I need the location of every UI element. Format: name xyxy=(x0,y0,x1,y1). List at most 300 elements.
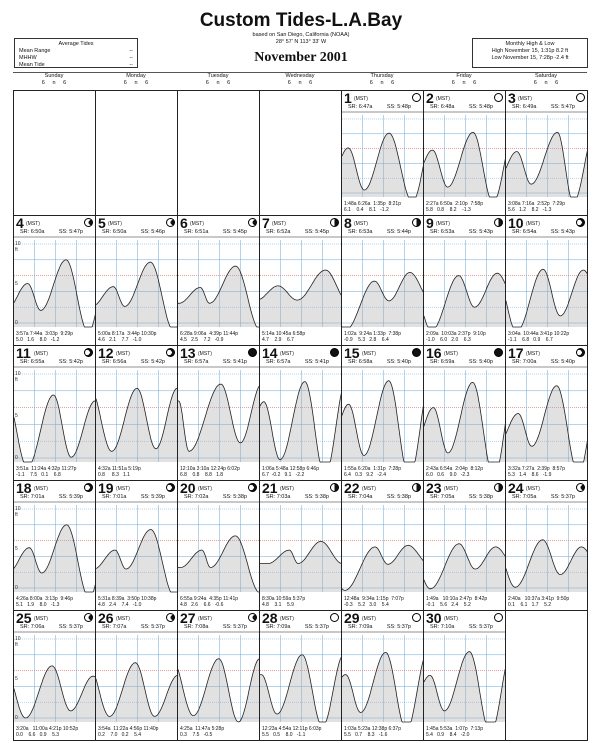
moon-phase-icon xyxy=(412,218,421,227)
tide-heights: -1.1 6.8 0.9 6.7 xyxy=(508,337,553,343)
tide-graph xyxy=(342,611,424,741)
tide-table xyxy=(344,466,421,478)
day-cell-15[interactable] xyxy=(341,345,424,481)
sunset-time: SS: 5:40p xyxy=(468,359,493,365)
hour-ticks: 6 n 6 xyxy=(205,80,231,86)
day-cell-1[interactable] xyxy=(341,90,424,216)
day-cell-22[interactable] xyxy=(341,480,424,611)
tide-area xyxy=(260,655,342,722)
tide-graph xyxy=(96,346,178,481)
tide-heights: -0.9 5.3 2.8 6.4 xyxy=(344,337,389,343)
tide-table xyxy=(508,466,585,478)
day-number: 15 xyxy=(344,345,360,361)
day-cell-23[interactable] xyxy=(423,480,506,611)
tide-graph xyxy=(506,346,588,481)
day-number: 28 xyxy=(262,610,278,626)
page-title: Custom Tides-L.A.Bay xyxy=(199,10,403,31)
tide-times: 5:00a 8:17a 3:44p 10:30p xyxy=(98,331,157,337)
day-cell-8[interactable] xyxy=(341,215,424,346)
tide-times: 2:09a 10:03a 2:37p 9:10p xyxy=(426,331,486,337)
tide-heights: 4.8 2.4 7.4 -1.0 xyxy=(98,602,142,608)
hour-ticks: 6 n 6 xyxy=(533,80,559,86)
axis-label-mid: 5 xyxy=(15,280,18,287)
sunrise-time: SR: 7:04a xyxy=(348,494,373,500)
moon-phase-icon xyxy=(166,483,175,492)
tide-table xyxy=(16,466,93,478)
sunset-time: SS: 5:37p xyxy=(468,624,493,630)
sunset-time: SS: 5:38p xyxy=(468,494,493,500)
tide-area xyxy=(96,663,178,722)
day-number: 30 xyxy=(426,610,442,626)
timezone-label: (MST) xyxy=(34,486,48,492)
timezone-label: (MST) xyxy=(34,616,48,622)
timezone-label: (MST) xyxy=(116,351,130,357)
day-cell-7[interactable] xyxy=(259,215,342,346)
timezone-label: (MST) xyxy=(198,486,212,492)
day-cell-18[interactable] xyxy=(13,480,96,611)
tide-heights: 4.6 2.1 7.7 -1.0 xyxy=(98,337,142,343)
tide-graph xyxy=(14,611,96,741)
sunrise-time: SR: 6:57a xyxy=(266,359,291,365)
moon-phase-icon xyxy=(494,93,503,102)
tide-table xyxy=(344,596,421,608)
tide-times: 1:45a 5:53a 1:07p 7:13p xyxy=(426,726,483,732)
tide-table xyxy=(180,596,257,608)
day-cell-28[interactable] xyxy=(259,610,342,741)
day-cell-20[interactable] xyxy=(177,480,260,611)
timezone-label: (MST) xyxy=(362,351,376,357)
monthly-high: High November 15, 1:31p 8.2 ft xyxy=(491,48,569,54)
hour-ticks: 6 n 6 xyxy=(41,80,67,86)
sunrise-time: SR: 7:07a xyxy=(102,624,127,630)
tide-heights: 5.0 1.6 8.0 -1.2 xyxy=(16,337,60,343)
timezone-label: (MST) xyxy=(444,351,458,357)
sunset-time: SS: 5:37p xyxy=(550,494,575,500)
timezone-label: (MST) xyxy=(526,486,540,492)
day-cell-27[interactable] xyxy=(177,610,260,741)
tide-area xyxy=(96,530,178,593)
tide-heights: 6.7 -0.2 9.1 -2.2 xyxy=(262,472,305,478)
tide-heights: 0.2 7.0 0.2 5.4 xyxy=(98,732,142,738)
sunset-time: SS: 5:43p xyxy=(550,229,575,235)
day-cell-29[interactable] xyxy=(341,610,424,741)
day-cell-4[interactable] xyxy=(13,215,96,346)
sunrise-time: SR: 6:49a xyxy=(512,104,537,110)
timezone-label: (MST) xyxy=(116,486,130,492)
sunrise-time: SR: 6:53a xyxy=(430,229,455,235)
day-cell-16[interactable] xyxy=(423,345,506,481)
weekday-name: Saturday xyxy=(534,73,557,79)
timezone-label: (MST) xyxy=(280,616,294,622)
sunrise-time: SR: 7:06a xyxy=(20,624,45,630)
day-number: 12 xyxy=(98,345,114,361)
day-number: 29 xyxy=(344,610,360,626)
axis-label-zero: 0 xyxy=(15,715,18,721)
tide-heights: 5.1 1.9 8.0 -1.3 xyxy=(16,602,60,608)
day-number: 21 xyxy=(262,480,278,496)
axis-label-top: 10 xyxy=(15,241,21,247)
day-number: 5 xyxy=(98,215,106,231)
sunrise-time: SR: 6:47a xyxy=(348,104,373,110)
sunrise-time: SR: 6:50a xyxy=(20,229,45,235)
day-number: 23 xyxy=(426,480,442,496)
sunset-time: SS: 5:37p xyxy=(58,624,83,630)
tide-times: 1:03a 5:23a 12:38p 6:37p xyxy=(344,726,401,732)
day-cell-3[interactable] xyxy=(505,90,588,216)
timezone-label: (MST) xyxy=(526,221,540,227)
timezone-label: (MST) xyxy=(26,221,40,227)
sunset-time: SS: 5:38p xyxy=(222,494,247,500)
tide-area xyxy=(14,525,96,592)
timezone-label: (MST) xyxy=(272,221,286,227)
tide-times: 8:30a 10:59a 5:37p xyxy=(262,596,306,602)
moon-phase-icon xyxy=(248,483,257,492)
day-cell-11[interactable] xyxy=(13,345,96,481)
timezone-label: (MST) xyxy=(198,616,212,622)
timezone-label: (MST) xyxy=(362,616,376,622)
tide-heights: 6.8 0.8 8.8 1.8 xyxy=(180,472,224,478)
sunset-time: SS: 5:40p xyxy=(550,359,575,365)
monthly-low: Low November 15, 7:28p -2.4 ft xyxy=(491,55,569,61)
day-number: 2 xyxy=(426,90,434,106)
sunrise-time: SR: 6:56a xyxy=(102,359,127,365)
day-cell-26[interactable] xyxy=(95,610,178,741)
timezone-label: (MST) xyxy=(362,486,376,492)
tide-table xyxy=(98,466,175,478)
tide-times: 1:02a 9:24a 1:33p 7:38p xyxy=(344,331,401,337)
tide-area xyxy=(96,388,178,462)
moon-phase-icon xyxy=(248,218,257,227)
tide-times: 5:31a 8:39a 3:50p 10:38p xyxy=(98,596,157,602)
sunrise-time: SR: 6:55a xyxy=(20,359,45,365)
sunrise-time: SR: 6:50a xyxy=(102,229,127,235)
sunset-time: SS: 5:48p xyxy=(386,104,411,110)
sunset-time: SS: 5:44p xyxy=(386,229,411,235)
moon-phase-icon xyxy=(576,218,585,227)
tide-area xyxy=(424,273,506,327)
tide-heights: 5.5 0.5 8.0 -1.1 xyxy=(262,732,306,738)
moon-phase-icon xyxy=(494,218,503,227)
tide-heights: 6.0 0.6 9.0 -2.3 xyxy=(426,472,470,478)
sunrise-time: SR: 7:05a xyxy=(430,494,455,500)
sunrise-time: SR: 7:08a xyxy=(184,624,209,630)
weekday-name: Friday xyxy=(456,73,472,79)
tide-heights: 4.8 3.1 5.9 xyxy=(262,602,294,608)
tide-graph xyxy=(506,216,588,346)
day-cell-19[interactable] xyxy=(95,480,178,611)
sunset-time: SS: 5:37p xyxy=(386,624,411,630)
tide-heights: 5.5 0.7 8.3 -1.6 xyxy=(344,732,388,738)
empty-day-cell xyxy=(259,90,342,216)
sunset-time: SS: 5:45p xyxy=(304,229,329,235)
tide-table xyxy=(426,596,503,608)
timezone-label: (MST) xyxy=(190,221,204,227)
tide-heights: -0.1 5.6 2.4 5.2 xyxy=(426,602,471,608)
average-tides-box xyxy=(14,38,138,68)
tide-table xyxy=(508,201,585,213)
sunrise-time: SR: 6:53a xyxy=(348,229,373,235)
moon-phase-icon xyxy=(412,613,421,622)
tide-graph xyxy=(424,216,506,346)
tide-heights: 4.7 2.9 6.7 xyxy=(262,337,294,343)
weekday-name: Thursday xyxy=(370,73,394,79)
tide-table xyxy=(180,726,257,738)
tide-times: 3:57a 7:44a 3:03p 9:29p xyxy=(16,331,73,337)
tide-times: 4:25a 11:47a 5:28p xyxy=(180,726,225,732)
day-number: 17 xyxy=(508,345,524,361)
timezone-label: (MST) xyxy=(116,616,130,622)
axis-label-top: 10 xyxy=(15,636,21,642)
day-number: 20 xyxy=(180,480,196,496)
sunset-time: SS: 5:46p xyxy=(140,229,165,235)
tide-table xyxy=(262,596,339,608)
tide-graph xyxy=(424,481,506,611)
sunset-time: SS: 5:45p xyxy=(222,229,247,235)
sunset-time: SS: 5:48p xyxy=(468,104,493,110)
moon-phase-icon xyxy=(412,483,421,492)
tide-area xyxy=(506,269,588,327)
hour-ticks: 6 n 6 xyxy=(123,80,149,86)
tide-area xyxy=(260,382,342,462)
tide-area xyxy=(96,262,178,327)
day-number: 16 xyxy=(426,345,442,361)
tide-table xyxy=(98,596,175,608)
tide-times: 3:08a 7:16a 2:52p 7:29p xyxy=(508,201,565,207)
tide-times: 3:32a 7:27a 2:39p 8:57p xyxy=(508,466,565,472)
day-cell-10[interactable] xyxy=(505,215,588,346)
tide-area xyxy=(506,386,588,462)
empty-day-cell xyxy=(13,90,96,216)
tide-area xyxy=(424,382,506,462)
weekday-name: Wednesday xyxy=(285,73,315,79)
tide-area xyxy=(342,133,424,197)
tide-times: 3:20a 11:00a 4:21p 10:52p xyxy=(16,726,79,732)
axis-label-top: 10 xyxy=(15,506,21,512)
weekday-name: Monday xyxy=(126,73,146,79)
tide-table xyxy=(16,726,93,738)
tide-times: 4:32a 11:51a 5:19p xyxy=(98,466,141,472)
timezone-label: (MST) xyxy=(518,96,532,102)
tide-table xyxy=(180,466,257,478)
axis-label-zero: 0 xyxy=(15,585,18,591)
tide-table xyxy=(262,331,339,343)
day-cell-2[interactable] xyxy=(423,90,506,216)
moon-phase-icon xyxy=(166,348,175,357)
moon-phase-icon xyxy=(576,348,585,357)
axis-unit: ft xyxy=(15,512,18,518)
sunrise-time: SR: 7:02a xyxy=(184,494,209,500)
tide-times: 1:55a 6:20a 1:31p 7:28p xyxy=(344,466,401,472)
tide-heights: 6.1 0.4 8.1 -1.2 xyxy=(344,207,389,213)
tide-graph xyxy=(424,346,506,481)
tide-graph xyxy=(96,481,178,611)
weekday-name: Sunday xyxy=(44,73,64,79)
tide-times: 6:28a 9:06a 4:39p 11:44p xyxy=(180,331,239,337)
timezone-label: (MST) xyxy=(280,351,294,357)
location-line: based on San Diego, California (NOAA) xyxy=(252,32,350,38)
tide-heights: 4.8 2.6 6.6 -0.6 xyxy=(180,602,224,608)
moon-phase-icon xyxy=(166,613,175,622)
day-cell-30[interactable] xyxy=(423,610,506,741)
day-cell-13[interactable] xyxy=(177,345,260,481)
day-number: 8 xyxy=(344,215,352,231)
timezone-label: (MST) xyxy=(526,351,540,357)
tide-times: 4:26a 8:00a 3:13p 9:46p xyxy=(16,596,73,602)
tide-heights: 0.8 8.3 1.1 xyxy=(98,472,130,478)
weekday-saturday xyxy=(505,72,587,89)
day-number: 9 xyxy=(426,215,434,231)
sunset-time: SS: 5:43p xyxy=(468,229,493,235)
coordinates-line: 28° 57' N 113° 33' W xyxy=(275,39,327,45)
day-cell-9[interactable] xyxy=(423,215,506,346)
tide-times: 3:54a 11:22a 4:56p 11:40p xyxy=(98,726,159,732)
timezone-label: (MST) xyxy=(34,351,48,357)
tide-table xyxy=(98,726,175,738)
timezone-label: (MST) xyxy=(198,351,212,357)
tide-graph xyxy=(342,481,424,611)
tide-times: 6:55a 9:24a 4:35p 11:41p xyxy=(180,596,239,602)
day-number: 18 xyxy=(16,480,32,496)
tide-table xyxy=(98,331,175,343)
sunrise-time: SR: 6:51a xyxy=(184,229,209,235)
moon-phase-icon xyxy=(494,613,503,622)
tide-graph xyxy=(14,216,96,346)
day-cell-24[interactable] xyxy=(505,480,588,611)
sunset-time: SS: 5:37p xyxy=(140,624,165,630)
sunset-time: SS: 5:47p xyxy=(550,104,575,110)
tide-heights: 0.0 6.6 0.9 5.3 xyxy=(16,732,60,738)
sunset-time: SS: 5:42p xyxy=(140,359,165,365)
tide-table xyxy=(262,726,339,738)
tide-graph xyxy=(96,611,178,741)
day-cell-14[interactable] xyxy=(259,345,342,481)
empty-day-cell xyxy=(505,610,588,741)
day-cell-6[interactable] xyxy=(177,215,260,346)
moon-phase-icon xyxy=(330,613,339,622)
day-number: 10 xyxy=(508,215,524,231)
tide-table xyxy=(508,596,585,608)
day-cell-21[interactable] xyxy=(259,480,342,611)
tide-heights: -1.1 7.5 0.1 6.8 xyxy=(16,472,61,478)
timezone-label: (MST) xyxy=(444,616,458,622)
tide-area xyxy=(424,132,506,197)
sunset-time: SS: 5:38p xyxy=(386,494,411,500)
tide-heights: 5.6 1.2 8.2 -1.3 xyxy=(508,207,552,213)
tide-heights: -1.0 6.0 2.0 6.3 xyxy=(426,337,471,343)
empty-day-cell xyxy=(95,90,178,216)
axis-label-mid: 5 xyxy=(15,413,18,419)
tide-area xyxy=(342,545,424,592)
weekday-name: Tuesday xyxy=(207,73,229,79)
hour-ticks: 6 n 6 xyxy=(369,80,395,86)
timezone-label: (MST) xyxy=(436,221,450,227)
tide-table xyxy=(344,726,421,738)
moon-phase-icon xyxy=(84,483,93,492)
moon-phase-icon xyxy=(166,218,175,227)
axis-label-top: 10 xyxy=(15,371,21,377)
tide-table xyxy=(262,466,339,478)
tide-area xyxy=(14,666,96,722)
sunset-time: SS: 5:38p xyxy=(304,494,329,500)
day-number: 27 xyxy=(180,610,196,626)
sunrise-time: SR: 7:03a xyxy=(266,494,291,500)
stat-row: Mean Tide -- xyxy=(19,62,133,68)
day-number: 7 xyxy=(262,215,270,231)
timezone-label: (MST) xyxy=(436,96,450,102)
tide-graph xyxy=(178,481,260,611)
tide-heights: 5.8 0.8 8.2 -1.3 xyxy=(426,207,471,213)
day-cell-17[interactable] xyxy=(505,345,588,481)
tide-table xyxy=(344,331,421,343)
sunset-time: SS: 5:47p xyxy=(58,229,83,235)
moon-phase-icon xyxy=(494,348,503,357)
tide-table xyxy=(426,726,503,738)
moon-phase-icon xyxy=(84,613,93,622)
tide-area xyxy=(506,132,588,197)
moon-phase-icon xyxy=(248,613,257,622)
month-title: November 2001 xyxy=(254,50,348,65)
stat-row: MHHW -- xyxy=(19,55,133,61)
tide-heights: 4.5 2.5 7.2 -0.9 xyxy=(180,337,224,343)
tide-times: 1:06a 5:48a 12:58p 6:46p xyxy=(262,466,319,472)
tide-graph xyxy=(506,481,588,611)
tide-times: 1:48a 6:26a 1:35p 8:21p xyxy=(344,201,401,207)
day-cell-12[interactable] xyxy=(95,345,178,481)
tide-graph xyxy=(178,611,260,741)
weekday-tuesday xyxy=(177,72,259,89)
tide-heights: 5.3 1.4 8.6 -1.9 xyxy=(508,472,552,478)
tide-graph xyxy=(14,346,96,481)
tide-area xyxy=(424,652,506,722)
tide-graph xyxy=(178,346,260,481)
sunset-time: SS: 5:42p xyxy=(58,359,83,365)
moon-phase-icon xyxy=(494,483,503,492)
day-number: 3 xyxy=(508,90,516,106)
tide-times: 12:48a 9:34a 1:15p 7:07p xyxy=(344,596,404,602)
tide-area xyxy=(14,260,96,327)
tide-times: 5:14a 10:45a 6:58p xyxy=(262,331,306,337)
tide-times: 12:23a 4:54a 12:11p 6:03p xyxy=(262,726,322,732)
tide-heights: 5.4 0.9 8.4 -2.0 xyxy=(426,732,470,738)
sunrise-time: SR: 6:54a xyxy=(512,229,537,235)
day-number: 24 xyxy=(508,480,524,496)
moon-phase-icon xyxy=(412,348,421,357)
day-cell-5[interactable] xyxy=(95,215,178,346)
tide-times: 1:49a 10:10a 2:47p 8:42p xyxy=(426,596,488,602)
tide-table xyxy=(426,466,503,478)
weekday-sunday xyxy=(13,72,95,89)
tide-graph xyxy=(178,216,260,346)
sunrise-time: SR: 6:48a xyxy=(430,104,455,110)
day-number: 4 xyxy=(16,215,24,231)
axis-unit: ft xyxy=(15,377,18,383)
tide-graph xyxy=(342,216,424,346)
sunrise-time: SR: 6:57a xyxy=(184,359,209,365)
day-number: 19 xyxy=(98,480,114,496)
sunset-time: SS: 5:39p xyxy=(58,494,83,500)
sunset-time: SS: 5:40p xyxy=(386,359,411,365)
tide-table xyxy=(426,201,503,213)
moon-phase-icon xyxy=(330,483,339,492)
day-cell-25[interactable] xyxy=(13,610,96,741)
axis-label-mid: 5 xyxy=(15,545,18,552)
stat-row: Mean Range -- xyxy=(19,48,133,54)
sunset-time: SS: 5:39p xyxy=(140,494,165,500)
monthly-extremes-box xyxy=(472,38,588,68)
axis-unit: ft xyxy=(15,642,18,648)
tide-graph xyxy=(260,216,342,346)
timezone-label: (MST) xyxy=(354,96,368,102)
